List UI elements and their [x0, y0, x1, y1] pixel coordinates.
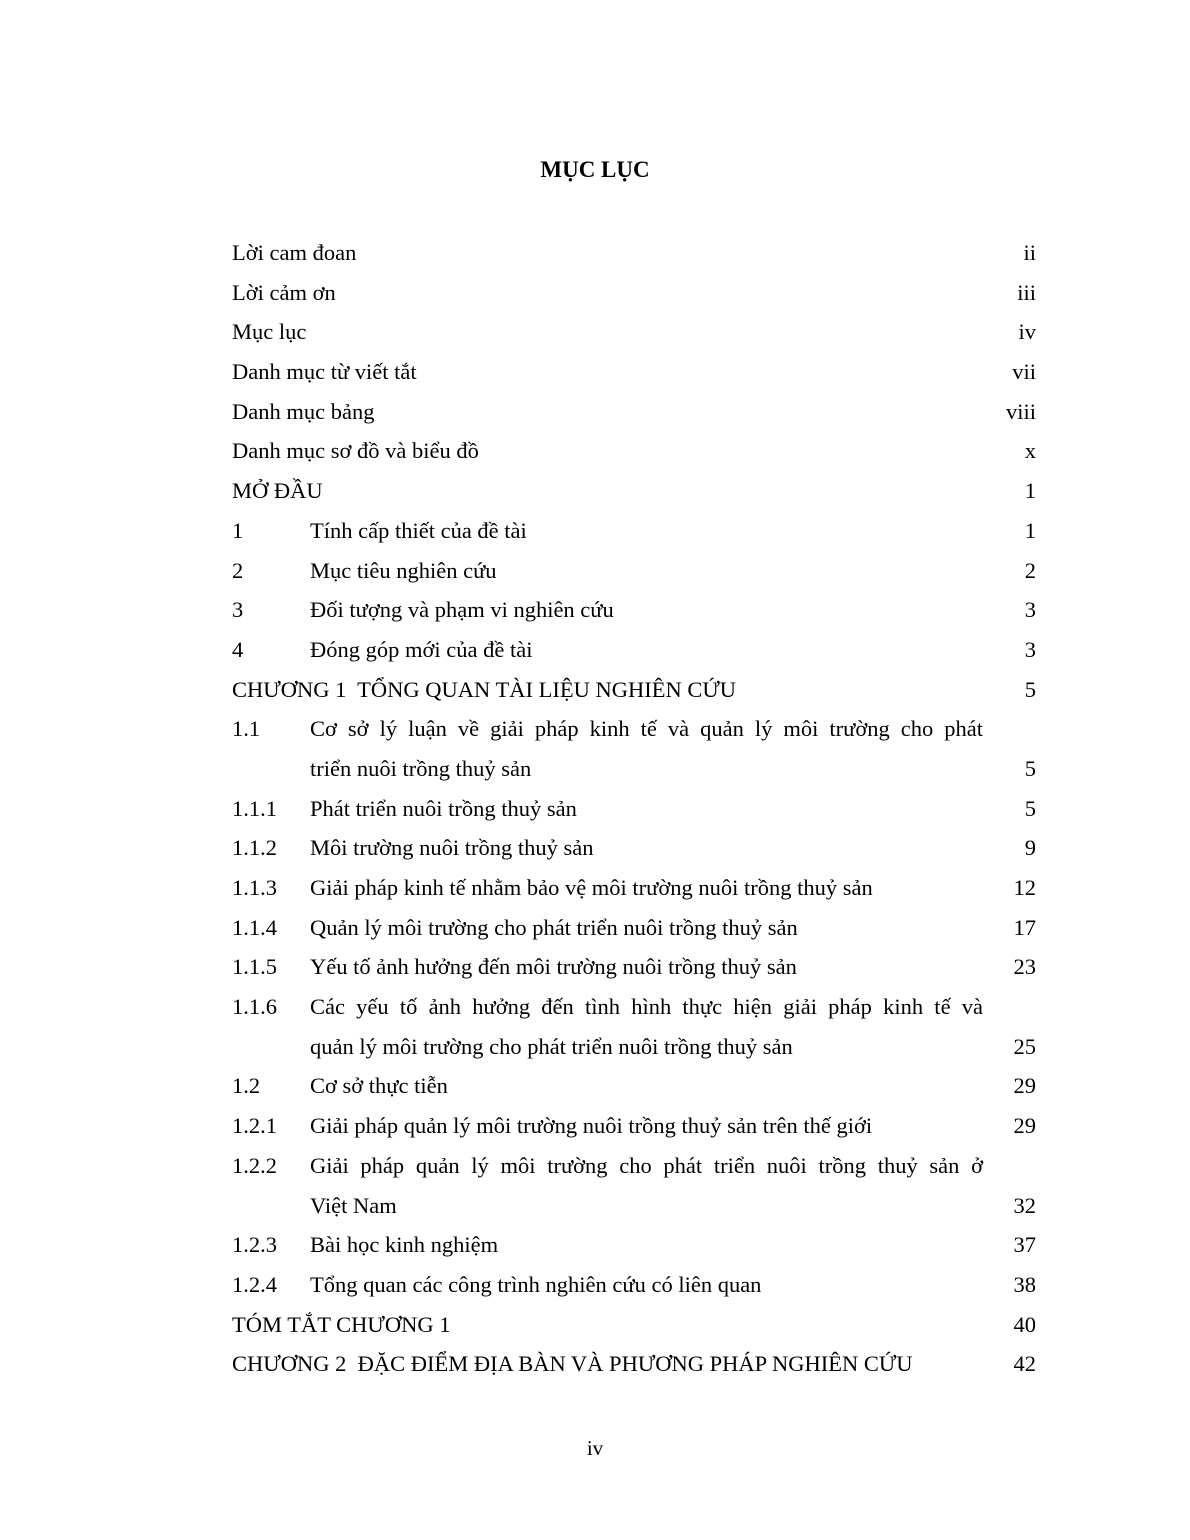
toc-entry-page: 2 — [1024, 557, 1036, 583]
toc-entry-page: 3 — [1024, 597, 1036, 623]
toc-entry-text: Tính cấp thiết của đề tài — [310, 517, 527, 543]
toc-entry-continuation[interactable] — [232, 1186, 1036, 1226]
toc-entry-text: Yếu tố ảnh hưởng đến môi trường nuôi trồng thuỷ sản — [310, 954, 797, 980]
page-title: MỤC LỤC — [540, 157, 650, 182]
toc-entry-number: 1.2.4 — [232, 1271, 277, 1297]
toc-entry-text: Bài học kinh nghiệm — [310, 1232, 499, 1258]
toc-entry-text: Danh mục từ viết tắt — [232, 359, 417, 385]
toc-entry-page: 23 — [1013, 954, 1036, 980]
toc-entry[interactable] — [232, 590, 1036, 630]
toc-entry[interactable] — [232, 511, 1036, 551]
table-of-contents — [232, 233, 1036, 1384]
toc-entry-text-cont: Việt Nam — [310, 1192, 397, 1218]
toc-entry-page: 37 — [1013, 1232, 1036, 1258]
toc-entry-page: 5 — [1024, 755, 1036, 781]
toc-entry-page: iii — [1017, 279, 1036, 305]
page-number: iv — [586, 1436, 604, 1460]
toc-entry[interactable] — [232, 947, 1036, 987]
toc-entry-page: 29 — [1013, 1113, 1036, 1139]
toc-entry-page: 25 — [1013, 1033, 1036, 1059]
toc-entry-page: 38 — [1013, 1271, 1036, 1297]
toc-entry-number: 1 — [232, 517, 244, 543]
toc-entry[interactable] — [232, 273, 1036, 313]
toc-entry-page: 9 — [1024, 835, 1036, 861]
toc-entry-text: TÓM TẮT CHƯƠNG 1 — [232, 1311, 451, 1337]
toc-entry-page: ii — [1023, 240, 1036, 265]
toc-entry-text: CHƯƠNG 2 ĐẶC ĐIỂM ĐỊA BÀN VÀ PHƯƠNG PHÁP NGHIÊN CỨU — [232, 1351, 913, 1377]
toc-entry[interactable] — [232, 312, 1036, 352]
toc-entry[interactable] — [232, 551, 1036, 591]
toc-entry[interactable] — [232, 1146, 1036, 1186]
toc-entry-text-cont: triển nuôi trồng thuỷ sản — [310, 755, 532, 781]
toc-entry-text: Mục tiêu nghiên cứu — [310, 557, 497, 583]
toc-entry-number: 1.1.5 — [232, 954, 277, 980]
toc-entry-number: 4 — [232, 636, 244, 662]
toc-entry-page: 32 — [1013, 1192, 1036, 1218]
toc-entry-number: 2 — [232, 557, 244, 583]
toc-entry[interactable] — [232, 1066, 1036, 1106]
toc-entry[interactable] — [232, 1305, 1036, 1345]
toc-entry-page: vii — [1012, 359, 1036, 385]
toc-entry-text: Đóng góp mới của đề tài — [310, 636, 533, 662]
toc-entry-text: Tổng quan các công trình nghiên cứu có liên quan — [310, 1271, 762, 1297]
toc-entry[interactable] — [232, 1225, 1036, 1265]
toc-entry-number: 1.2.3 — [232, 1232, 277, 1258]
toc-entry[interactable] — [232, 908, 1036, 948]
toc-entry-number: 1.1.2 — [232, 835, 277, 861]
toc-entry[interactable] — [232, 233, 1036, 273]
toc-entry[interactable] — [232, 828, 1036, 868]
toc-entry[interactable] — [232, 630, 1036, 670]
toc-entry[interactable] — [232, 789, 1036, 829]
toc-entry[interactable] — [232, 709, 1036, 749]
toc-entry-page: 12 — [1013, 875, 1036, 900]
toc-entry[interactable] — [232, 868, 1036, 908]
toc-entry-text: Giải pháp kinh tế nhằm bảo vệ môi trường nuôi trồng thuỷ sản — [310, 875, 873, 900]
toc-entry-number: 1.1 — [232, 716, 261, 742]
toc-entry-text: CHƯƠNG 1 TỔNG QUAN TÀI LIỆU NGHIÊN CỨU — [232, 676, 737, 702]
toc-entry-text: Đối tượng và phạm vi nghiên cứu — [310, 597, 614, 623]
toc-entry-text: MỞ ĐẦU — [232, 478, 323, 504]
toc-entry-text-cont: quản lý môi trường cho phát triển nuôi trồng thuỷ sản — [310, 1033, 793, 1059]
toc-entry-page: 5 — [1024, 795, 1036, 821]
toc-entry-text: Cơ sở lý luận về giải pháp kinh tế và quản lý môi trường cho phát — [310, 716, 983, 742]
toc-entry-number: 1.1.4 — [232, 914, 277, 940]
toc-entry-text: Giải pháp quản lý môi trường nuôi trồng thuỷ sản trên thế giới — [310, 1113, 873, 1139]
toc-entry-continuation[interactable] — [232, 749, 1036, 789]
toc-entry[interactable] — [232, 987, 1036, 1027]
toc-entry[interactable] — [232, 1265, 1036, 1305]
toc-entry-text: Lời cảm ơn — [232, 279, 336, 305]
toc-entry-text: Danh mục bảng — [232, 398, 375, 424]
toc-entry-page: 42 — [1013, 1351, 1036, 1377]
toc-entry-number: 1.1.1 — [232, 795, 277, 821]
toc-entry[interactable] — [232, 392, 1036, 432]
toc-entry[interactable] — [232, 1106, 1036, 1146]
toc-entry-text: Mục lục — [232, 319, 307, 345]
toc-entry-page: viii — [1005, 398, 1036, 424]
toc-entry-page: 29 — [1013, 1073, 1036, 1099]
toc-entry-continuation[interactable] — [232, 1027, 1036, 1067]
toc-entry-page: x — [1024, 438, 1036, 464]
toc-entry-page: iv — [1018, 319, 1036, 345]
toc-entry-text: Giải pháp quản lý môi trường cho phát triển nuôi trồng thuỷ sản ở — [310, 1152, 983, 1178]
toc-entry[interactable] — [232, 352, 1036, 392]
toc-entry-number: 3 — [232, 597, 244, 623]
toc-entry-text: Quản lý môi trường cho phát triển nuôi trồng thuỷ sản — [310, 914, 798, 940]
toc-entry-number: 1.2.2 — [232, 1152, 277, 1178]
toc-entry-text: Danh mục sơ đồ và biểu đồ — [232, 438, 479, 464]
toc-entry-number: 1.1.3 — [232, 875, 277, 900]
toc-entry-number: 1.1.6 — [232, 994, 277, 1020]
toc-entry-text: Môi trường nuôi trồng thuỷ sản — [310, 835, 594, 861]
toc-entry-text: Lời cam đoan — [232, 240, 357, 265]
toc-entry[interactable] — [232, 1344, 1036, 1384]
toc-entry[interactable] — [232, 471, 1036, 511]
toc-entry-text: Cơ sở thực tiễn — [310, 1073, 448, 1099]
toc-entry-page: 1 — [1024, 478, 1036, 504]
toc-entry[interactable] — [232, 431, 1036, 471]
toc-entry-number: 1.2 — [232, 1073, 261, 1099]
toc-entry[interactable] — [232, 670, 1036, 710]
toc-entry-text: Các yếu tố ảnh hưởng đến tình hình thực hiện giải pháp kinh tế và — [310, 994, 983, 1020]
toc-entry-text: Phát triển nuôi trồng thuỷ sản — [310, 795, 577, 821]
toc-entry-page: 40 — [1013, 1311, 1036, 1337]
toc-entry-page: 1 — [1024, 517, 1036, 543]
toc-entry-number: 1.2.1 — [232, 1113, 277, 1139]
toc-entry-page: 3 — [1024, 636, 1036, 662]
toc-entry-page: 17 — [1013, 914, 1036, 940]
toc-entry-page: 5 — [1024, 676, 1036, 702]
